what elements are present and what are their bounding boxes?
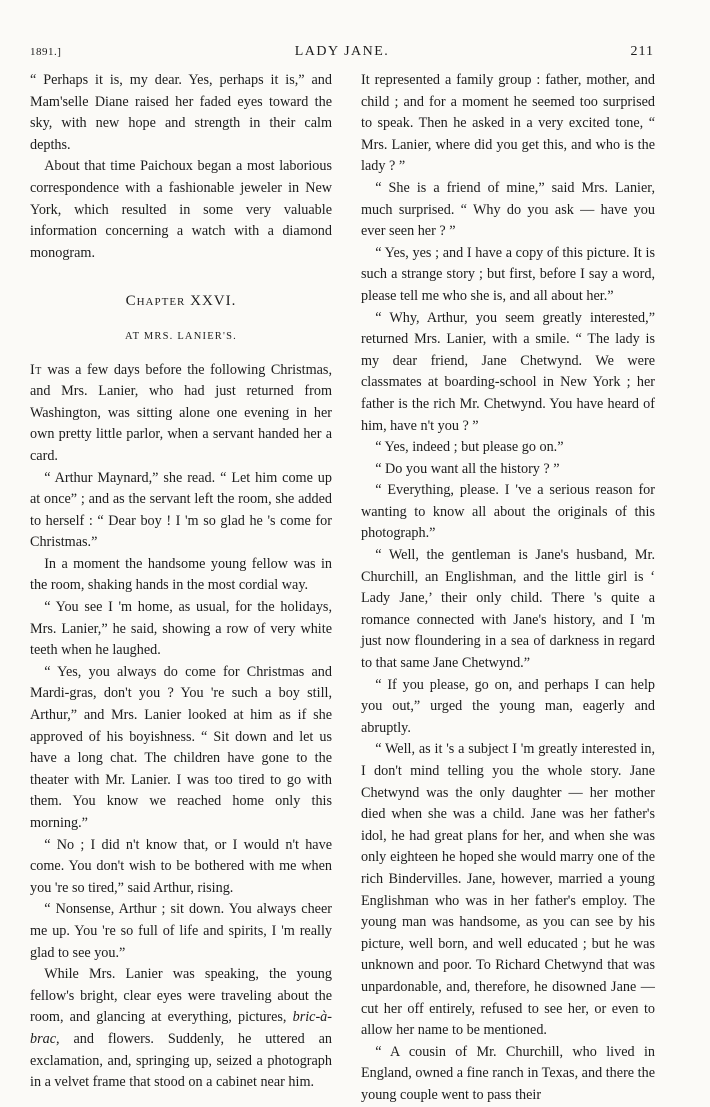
paragraph: “ Arthur Maynard,” she read. “ Let him come up at once” ; and as the servant left the room, she added to herself : “ Dear boy ! I 'm so glad he 's come for Christmas.” (30, 469, 332, 551)
paragraph: “ Do you want all the history ? ” (375, 460, 560, 477)
right-column (361, 70, 655, 1107)
paragraph (30, 360, 332, 468)
paragraph: “ If you please, go on, and perhaps I can help you out,” urged the young man, eagerly and abruptly. (361, 676, 655, 736)
paragraph: About that time Paichoux began a most laborious correspondence with a fashionable jeweler in New York, which resulted in some very valuable information concerning a watch with a diamond monogram. (30, 158, 332, 261)
running-header (30, 44, 654, 64)
chapter-subheading: AT MRS. LANIER'S. (125, 330, 237, 342)
paragraph: “ She is a friend of mine,” said Mrs. Lanier, much surprised. “ Why do you ask — have you ever seen her ? ” (361, 179, 655, 240)
header-title: LADY JANE. (294, 44, 390, 59)
paragraph: “ Everything, please. I 've a serious reason for wanting to know all about the originals of this photograph.” (361, 482, 655, 542)
paragraph-text: , and flowers. Suddenly, he uttered an exclamation, and, springing up, seized a photograph in a velvet frame that stood on a cabinet near him. (30, 1030, 332, 1091)
drop-word: It (30, 361, 42, 378)
page-number: 211 (630, 44, 654, 59)
paragraph: It represented a family group : father, mother, and child ; and for a moment he seemed too surprised to speak. Then he asked in a very excited tone, “ Mrs. Lanier, where did you get this, and who is the lady ? ” (361, 72, 655, 175)
chapter-heading: Chapter XXVI. (125, 293, 237, 310)
paragraph: “ Well, the gentleman is Jane's husband, Mr. Churchill, an Englishman, and the little girl is ‘ Lady Jane,’ their only child. There 's quite a romance connected with Jane's history, and I 'm just now floundering in a sea of darkness in regard to that same Jane Chetwynd.” (361, 547, 655, 672)
paragraph: “ Well, as it 's a subject I 'm greatly interested in, I don't mind telling you the whole story. Jane Chetwynd was the only daughter — her mother died when she was a child. Jane was her father's idol, he had great plans for her, and when she was only eighteen he hoped she would marry one of the rich Bindervilles. Jane, however, married a young Englishman who was in her father's employ. The young man was handsome, as you can see by his picture, well born, and well educated ; but he was unknown and poor. To Richard Chetwynd that was unpardonable, and, therefore, he disowned Jane — cut her off entirely, refused to see her, or even to allow her name to be mentioned. (361, 741, 655, 1039)
paragraph: “ Yes, you always do come for Christmas and Mardi-gras, don't you ? You 're such a boy still, Arthur,” and Mrs. Lanier looked at him as if she approved of his boyishness. “ Sit down and let us have a long chat. The children have gone to the theater with Mr. Lanier. I was too tired to go with them. You know we reached home only this morning.” (30, 663, 332, 831)
paragraph: “ Yes, indeed ; but please go on.” (375, 439, 564, 456)
paragraph: “ Perhaps it is, my dear. Yes, perhaps it is,” and Mam'selle Diane raised her faded eyes toward the sky, with new hope and strength in their calm depths. (30, 72, 332, 153)
paragraph: “ No ; I did n't know that, or I would n't have come. You don't wish to be bothered with me when you 're so tired,” said Arthur, rising. (30, 836, 332, 896)
italic-text: bric-à-brac (30, 1009, 332, 1047)
paragraph: “ You see I 'm home, as usual, for the holidays, Mrs. Lanier,” he said, showing a row of very white teeth when he laughed. (30, 599, 332, 659)
paragraph-text: While Mrs. Lanier was speaking, the young fellow's bright, clear eyes were traveling about the room, and glancing at everything, pictures, (30, 966, 332, 1026)
paragraph: “ Nonsense, Arthur ; sit down. You always cheer me up. You 're so full of life and spirits, I 'm really glad to see you.” (30, 901, 332, 961)
paragraph: In a moment the handsome young fellow was in the room, shaking hands in the most cordial way. (30, 555, 332, 594)
paragraph: “ Why, Arthur, you seem greatly interested,” returned Mrs. Lanier, with a smile. “ The lady is my dear friend, Jane Chetwynd. We were classmates at boarding-school in New York ; her father is the rich Mr. Chetwynd. You have heard of him, have n't you ? ” (361, 309, 655, 434)
paragraph: “ A cousin of Mr. Churchill, who lived in England, owned a fine ranch in Texas, and there the young couple went to pass their (361, 1043, 655, 1103)
paragraph-text: was a few days before the following Christmas, and Mrs. Lanier, who had just returned from Washington, was sitting alone one evening in her own pretty little parlor, when a servant handed her a card. (30, 361, 332, 464)
left-column (30, 70, 332, 1094)
paragraph: “ Yes, yes ; and I have a copy of this picture. It is such a strange story ; but first, before I say a word, please tell me who she is, and all about her.” (361, 244, 655, 304)
header-year: 1891.] (30, 46, 62, 58)
paragraph (30, 964, 332, 1094)
